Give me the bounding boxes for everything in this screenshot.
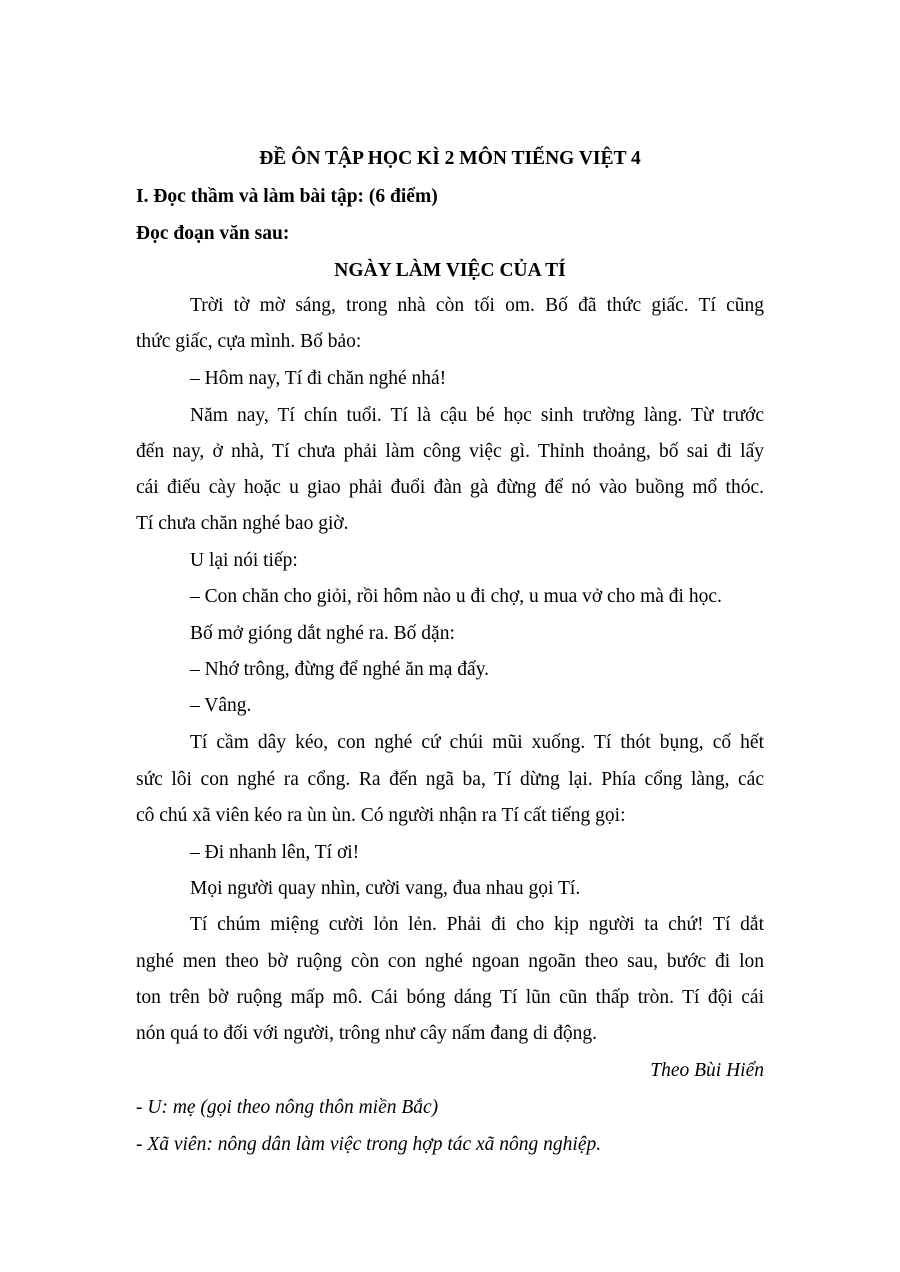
section-heading: I. Đọc thầm và làm bài tập: (6 điểm) [136, 186, 438, 207]
story-line: Tí chúm miệng cười lỏn lẻn. Phải đi cho kịp người ta chứ! Tí dắt [190, 914, 764, 935]
glossary-note: - Xã viên: nông dân làm việc trong hợp tác xã nông nghiệp. [136, 1134, 602, 1155]
story-source: Theo Bùi Hiển [650, 1060, 764, 1081]
story-line: nghé men theo bờ ruộng còn con nghé ngoan ngoãn theo sau, bước đi lon [136, 951, 764, 972]
reading-instruction: Đọc đoạn văn sau: [136, 223, 290, 244]
story-line: cái điếu cày hoặc u giao phải đuổi đàn gà đừng để nó vào buồng mổ thóc. [136, 477, 764, 498]
story-line: sức lôi con nghé ra cổng. Ra đến ngã ba, Tí dừng lại. Phía cổng làng, các [136, 769, 764, 790]
glossary-note: - U: mẹ (gọi theo nông thôn miền Bắc) [136, 1097, 439, 1118]
story-line: Mọi người quay nhìn, cười vang, đua nhau gọi Tí. [190, 878, 581, 899]
story-line: Tí cầm dây kéo, con nghé cứ chúi mũi xuống. Tí thót bụng, cố hết [190, 732, 764, 753]
story-line: ton trên bờ ruộng mấp mô. Cái bóng dáng Tí lũn cũn thấp tròn. Tí đội cái [136, 987, 764, 1008]
story-title: NGÀY LÀM VIỆC CỦA TÍ [334, 260, 566, 281]
story-line: Tí chưa chăn nghé bao giờ. [136, 513, 349, 534]
story-line: – Nhớ trông, đừng để nghé ăn mạ đấy. [190, 659, 490, 680]
story-line: – Đi nhanh lên, Tí ơi! [190, 842, 360, 863]
story-line: – Con chăn cho giỏi, rồi hôm nào u đi chợ, u mua vở cho mà đi học. [190, 586, 722, 607]
story-line: Bố mở gióng dắt nghé ra. Bố dặn: [190, 623, 455, 644]
story-line: đến nay, ở nhà, Tí chưa phải làm công việc gì. Thỉnh thoảng, bố sai đi lấy [136, 441, 764, 462]
story-line: U lại nói tiếp: [190, 550, 298, 571]
story-line: thức giấc, cựa mình. Bố bảo: [136, 331, 362, 352]
story-line: nón quá to đối với người, trông như cây nấm đang di động. [136, 1023, 597, 1044]
story-line: – Hôm nay, Tí đi chăn nghé nhá! [190, 368, 447, 389]
story-line: cô chú xã viên kéo ra ùn ùn. Có người nhận ra Tí cất tiếng gọi: [136, 805, 626, 826]
page-title: ĐỀ ÔN TẬP HỌC KÌ 2 MÔN TIẾNG VIỆT 4 [259, 148, 641, 169]
story-line: Năm nay, Tí chín tuổi. Tí là cậu bé học sinh trường làng. Từ trước [190, 405, 764, 426]
story-line: Trời tờ mờ sáng, trong nhà còn tối om. Bố đã thức giấc. Tí cũng [190, 295, 764, 316]
story-line: – Vâng. [190, 695, 252, 716]
